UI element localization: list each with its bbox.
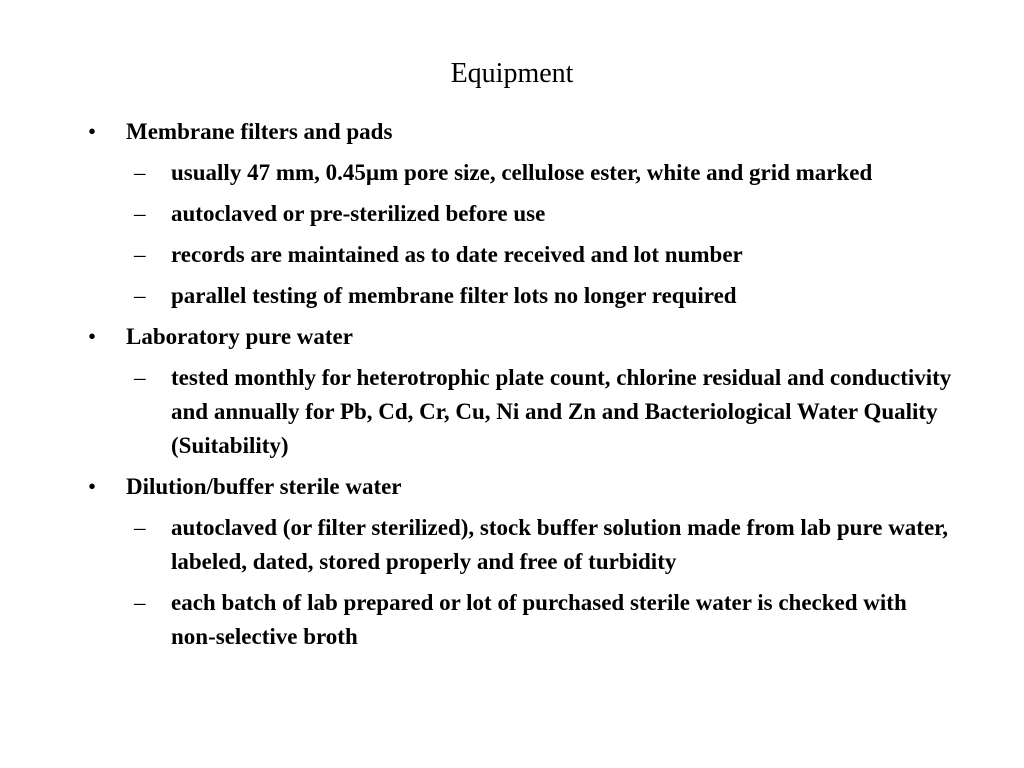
bullet-laboratory-pure-water [86, 320, 956, 354]
sub-marker: – [134, 515, 146, 540]
bullet-marker: • [88, 119, 97, 144]
sub-item [134, 511, 956, 579]
bullet-text: Membrane filters and pads [126, 119, 393, 144]
bullet-marker: • [88, 474, 97, 499]
sub-item [134, 156, 956, 190]
bullet-dilution-buffer-water [86, 470, 956, 504]
bullet-membrane-filters [86, 115, 956, 149]
sub-text: records are maintained as to date received and lot number [171, 242, 743, 267]
slide-title: Equipment [450, 58, 574, 89]
sub-item [134, 279, 956, 313]
sub-text: autoclaved (or filter sterilized), stock buffer solution made from lab pure water, labeled, dated, stored properly and free of turbidity [171, 515, 949, 574]
sub-marker: – [134, 590, 146, 615]
sub-marker: – [134, 283, 146, 308]
bullet-text: Laboratory pure water [126, 324, 353, 349]
sub-marker: – [134, 242, 146, 267]
sub-text: each batch of lab prepared or lot of purchased sterile water is checked with non-selective broth [171, 590, 907, 649]
sub-item [134, 197, 956, 231]
sub-marker: – [134, 201, 146, 226]
sub-item [134, 586, 956, 654]
sub-item [134, 361, 956, 463]
bullet-marker: • [88, 324, 97, 349]
slide-content [86, 115, 956, 654]
sub-text: tested monthly for heterotrophic plate count, chlorine residual and conductivity and annually for Pb, Cd, Cr, Cu, Ni and Zn and Bacteriological Water Quality (Suitability) [171, 365, 952, 458]
bullet-text: Dilution/buffer sterile water [126, 474, 402, 499]
sub-list-membrane-filters [86, 156, 956, 313]
sub-text: usually 47 mm, 0.45µm pore size, cellulose ester, white and grid marked [171, 160, 873, 185]
sub-text: parallel testing of membrane filter lots no longer required [171, 283, 737, 308]
sub-list-dilution-buffer-water [86, 511, 956, 654]
sub-list-laboratory-pure-water [86, 361, 956, 463]
sub-item [134, 238, 956, 272]
sub-text: autoclaved or pre-sterilized before use [171, 201, 546, 226]
sub-marker: – [134, 160, 146, 185]
sub-marker: – [134, 365, 146, 390]
